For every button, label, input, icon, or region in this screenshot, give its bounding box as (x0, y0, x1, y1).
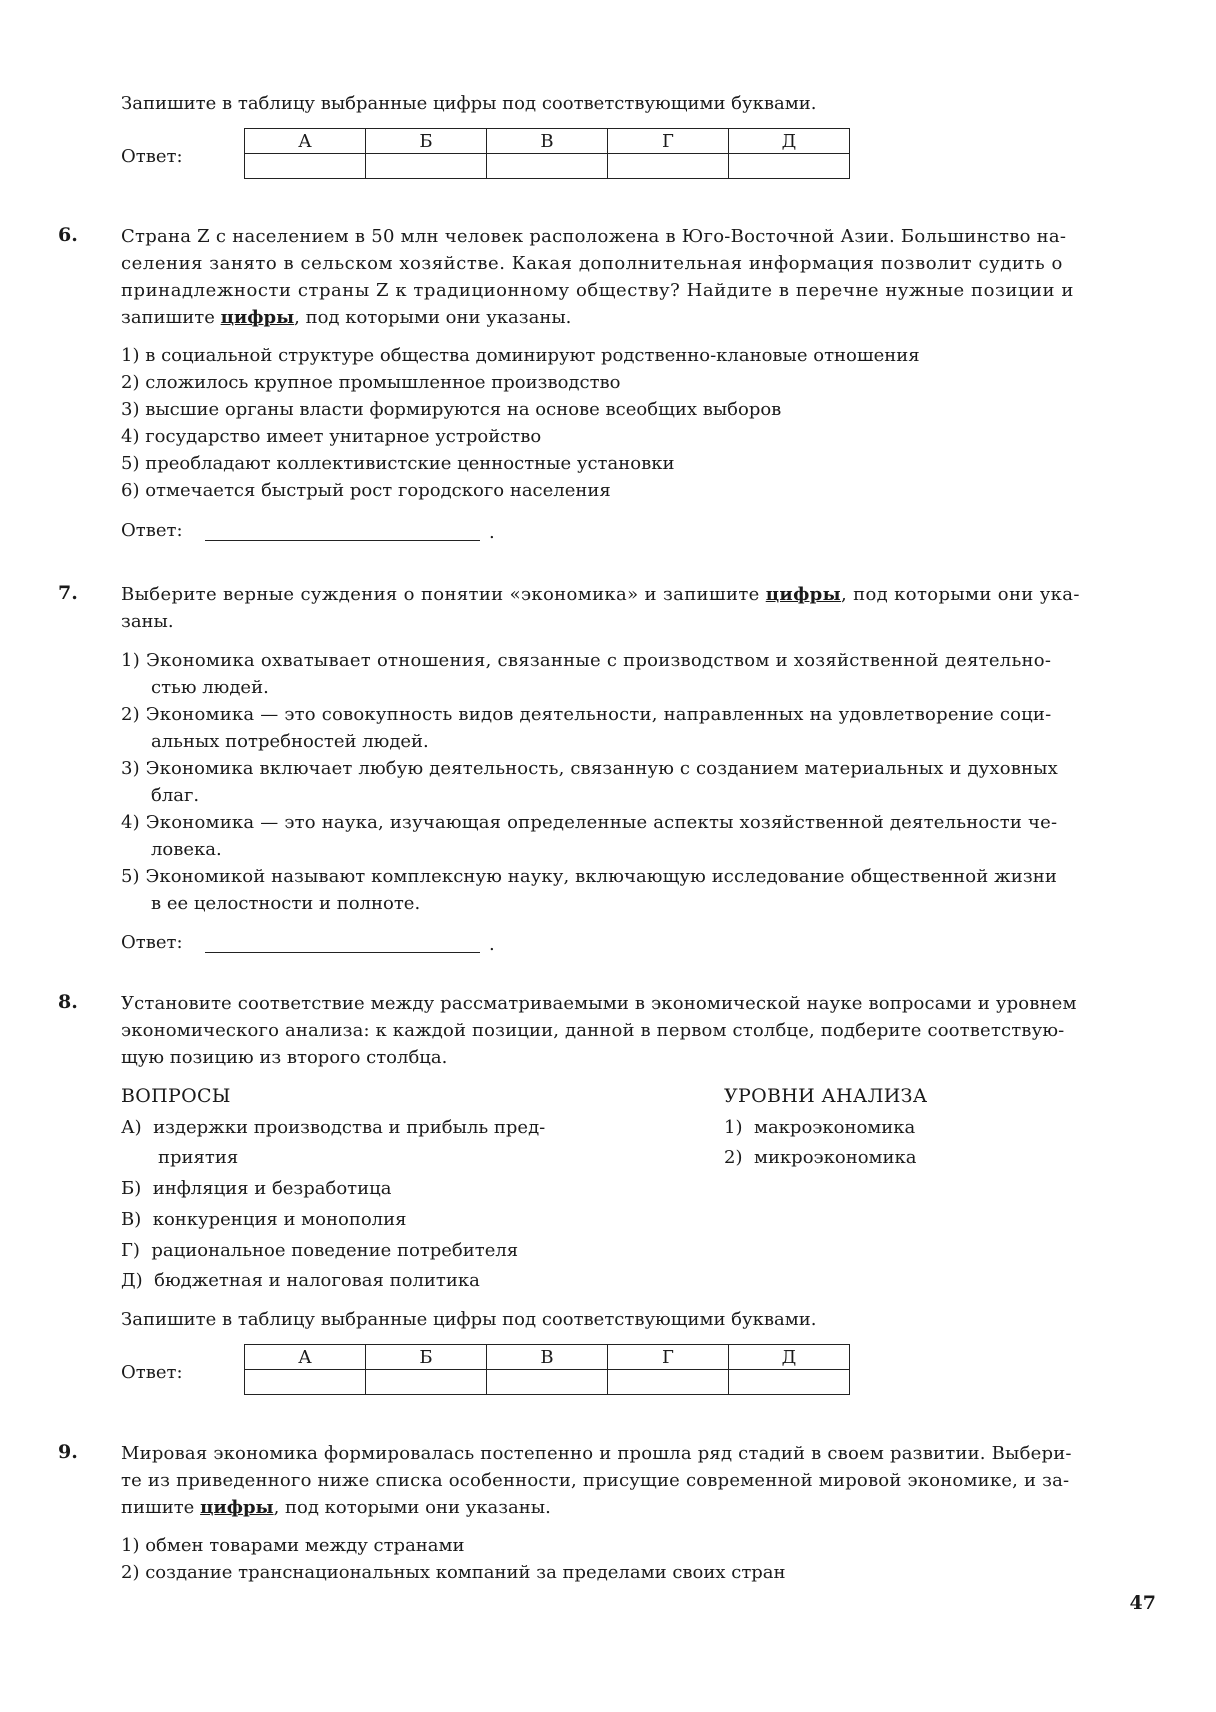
table-header: Г (608, 1345, 729, 1370)
q8-level: 2) микроэкономика (724, 1147, 917, 1168)
q6-text-line: принадлежности страны Z к традиционному обществу? Найдите в перечне нужные позиции и (121, 280, 1074, 301)
q8-right-heading: УРОВНИ АНАЛИЗА (724, 1085, 928, 1107)
q6-option: 4) государство имеет унитарное устройство (121, 426, 542, 447)
q7-text-line: Выберите верные суждения о понятии «экономика» и запишите цифры, под которыми они ука- (121, 584, 1080, 605)
top-instruction: Запишите в таблицу выбранные цифры под соответствующими буквами. (121, 93, 817, 114)
top-answer-table (244, 128, 850, 179)
q7-option: 4) Экономика — это наука, изучающая определенные аспекты хозяйственной деятельности че- (121, 812, 1058, 833)
q6-answer-dot: . (489, 522, 495, 543)
emphasis-word: цифры (765, 584, 841, 605)
answer-cell[interactable] (366, 154, 487, 179)
q6-option: 1) в социальной структуре общества доминируют родственно-клановые отношения (121, 345, 920, 366)
q8-question: Б) инфляция и безработица (121, 1178, 392, 1199)
q9-text-line: пишите цифры, под которыми они указаны. (121, 1497, 551, 1518)
answer-cell[interactable] (487, 1370, 608, 1395)
table-header: Б (366, 1345, 487, 1370)
q6-answer-label: Ответ: (121, 520, 183, 541)
q7-answer-label: Ответ: (121, 932, 183, 953)
q9-text-line: те из приведенного ниже списка особенности, присущие современной мировой экономике, и за- (121, 1470, 1070, 1491)
answer-cell[interactable] (729, 154, 850, 179)
q8-instruction: Запишите в таблицу выбранные цифры под соответствующими буквами. (121, 1309, 817, 1330)
q7-option-cont: альных потребностей людей. (151, 731, 429, 752)
q6-option: 2) сложилось крупное промышленное производство (121, 372, 621, 393)
q8-answer-table (244, 1344, 850, 1395)
table-header: Б (366, 129, 487, 154)
q8-text-line: щую позицию из второго столбца. (121, 1047, 448, 1068)
q7-option-cont: в ее целостности и полноте. (151, 893, 421, 914)
emphasis-word: цифры (220, 307, 295, 328)
q6-text-line: селения занято в сельском хозяйстве. Какая дополнительная информация позволит судить о (121, 253, 1063, 274)
top-answer-label: Ответ: (121, 146, 183, 167)
answer-cell[interactable] (608, 154, 729, 179)
q8-question: А) издержки производства и прибыль пред- (121, 1117, 546, 1138)
q7-option-cont: стью людей. (151, 677, 269, 698)
q8-left-heading: ВОПРОСЫ (121, 1085, 231, 1107)
q6-answer-line[interactable] (205, 540, 480, 541)
answer-cell[interactable] (729, 1370, 850, 1395)
q8-question: В) конкуренция и монополия (121, 1209, 407, 1230)
q6-option: 3) высшие органы власти формируются на основе всеобщих выборов (121, 399, 782, 420)
q8-question: Г) рациональное поведение потребителя (121, 1240, 519, 1261)
q9-option: 1) обмен товарами между странами (121, 1535, 465, 1556)
q8-text-line: экономического анализа: к каждой позиции, данной в первом столбце, подберите соответствую- (121, 1020, 1065, 1041)
q8-text-line: Установите соответствие между рассматриваемыми в экономической науке вопросами и уровнем (121, 993, 1077, 1014)
page-number: 47 (1129, 1592, 1156, 1614)
q9-text-line: Мировая экономика формировалась постепенно и прошла ряд стадий в своем развитии. Выбери- (121, 1443, 1072, 1464)
q8-question-cont: приятия (158, 1147, 239, 1168)
q7-option: 1) Экономика охватывает отношения, связанные с производством и хозяйственной деятельно- (121, 650, 1052, 671)
q8-level: 1) макроэкономика (724, 1117, 916, 1138)
q9-option: 2) создание транснациональных компаний за пределами своих стран (121, 1562, 786, 1583)
q7-text-line: заны. (121, 611, 174, 632)
q8-question: Д) бюджетная и налоговая политика (121, 1270, 480, 1291)
q7-option: 3) Экономика включает любую деятельность, связанную с созданием материальных и духовных (121, 758, 1058, 779)
table-header: В (487, 129, 608, 154)
table-header: А (245, 129, 366, 154)
q7-option-cont: ловека. (151, 839, 222, 860)
q6-text-line: Страна Z с населением в 50 млн человек расположена в Юго-Восточной Азии. Большинство на- (121, 226, 1067, 247)
q7-answer-line[interactable] (205, 952, 480, 953)
q8-answer-label: Ответ: (121, 1362, 183, 1383)
q8-number: 8. (58, 991, 78, 1013)
table-header: А (245, 1345, 366, 1370)
q6-number: 6. (58, 224, 78, 246)
emphasis-word: цифры (200, 1497, 274, 1518)
answer-cell[interactable] (245, 1370, 366, 1395)
q7-option-cont: благ. (151, 785, 200, 806)
answer-cell[interactable] (608, 1370, 729, 1395)
q6-option: 5) преобладают коллективистские ценностные установки (121, 453, 675, 474)
table-header: Д (729, 1345, 850, 1370)
table-header: Г (608, 129, 729, 154)
q6-option: 6) отмечается быстрый рост городского населения (121, 480, 611, 501)
table-header: Д (729, 129, 850, 154)
q7-number: 7. (58, 582, 78, 604)
q7-option: 2) Экономика — это совокупность видов деятельности, направленных на удовлетворение соци- (121, 704, 1052, 725)
q6-text-line: запишите цифры, под которыми они указаны. (121, 307, 572, 328)
answer-cell[interactable] (245, 154, 366, 179)
table-header: В (487, 1345, 608, 1370)
q7-answer-dot: . (489, 934, 495, 955)
q7-option: 5) Экономикой называют комплексную науку, включающую исследование общественной жизни (121, 866, 1057, 887)
answer-cell[interactable] (487, 154, 608, 179)
answer-cell[interactable] (366, 1370, 487, 1395)
q9-number: 9. (58, 1441, 78, 1463)
